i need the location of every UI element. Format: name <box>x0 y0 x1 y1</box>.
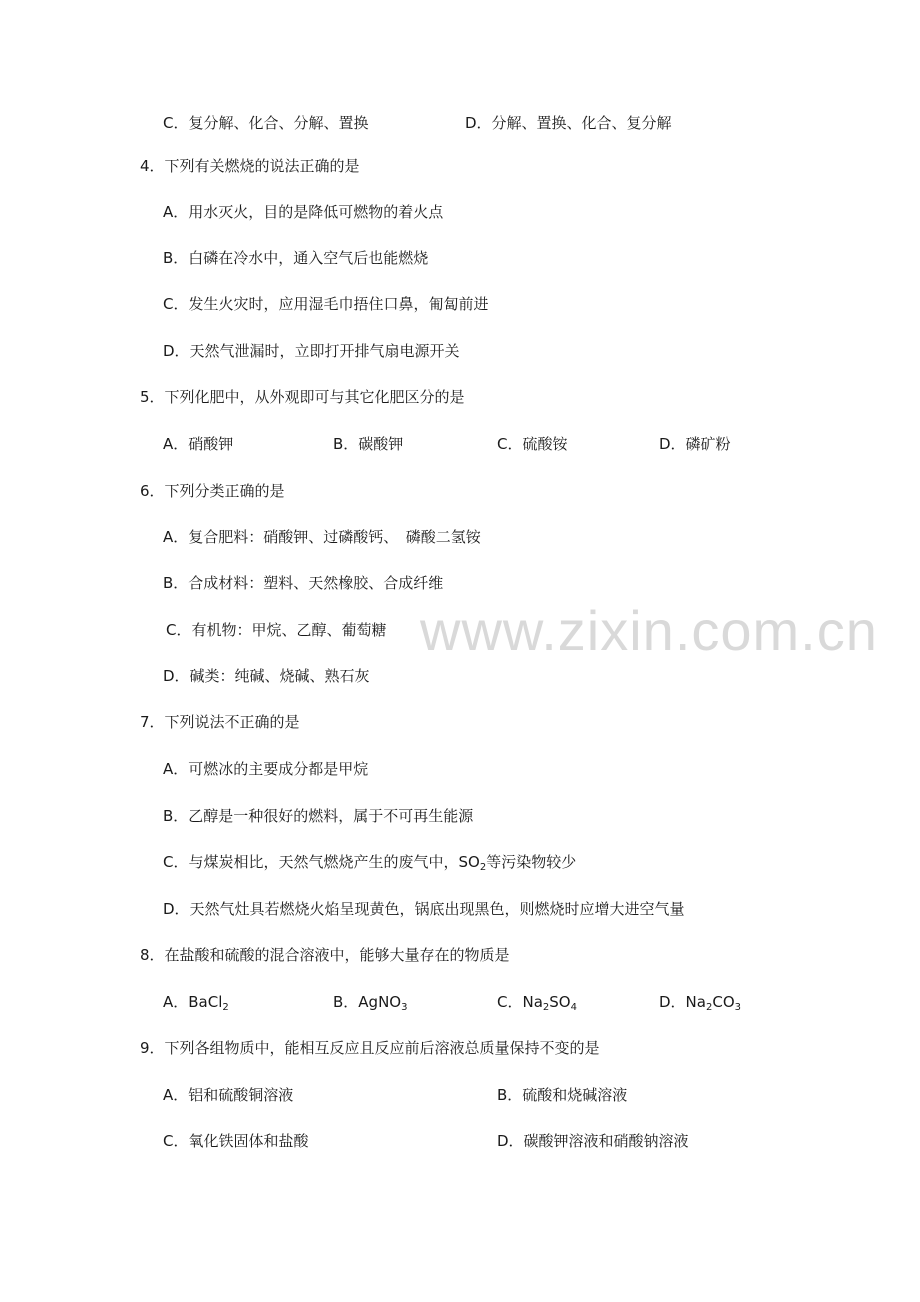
q8-option-b-text: B．AgNO <box>333 993 402 1011</box>
q7-option-c-text-end: 等污染物较少 <box>486 853 577 871</box>
q4-option-c: C．发生火灾时，应用湿毛巾捂住口鼻，匍匐前进 <box>163 295 489 313</box>
q3-option-d: D．分解、置换、化合、复分解 <box>465 114 672 132</box>
q7-option-c <box>163 851 576 873</box>
q5-option-a: A．硝酸钾 <box>163 435 234 453</box>
q9-option-c: C．氧化铁固体和盐酸 <box>163 1132 309 1150</box>
q6-option-c: C．有机物：甲烷、乙醇、葡萄糖 <box>166 621 387 639</box>
q8-option-b <box>333 991 407 1013</box>
q9-stem: 9．下列各组物质中，能相互反应且反应前后溶液总质量保持不变的是 <box>140 1039 600 1057</box>
q8-stem: 8．在盐酸和硫酸的混合溶液中，能够大量存在的物质是 <box>140 946 510 964</box>
q6-option-d: D．碱类：纯碱、烧碱、熟石灰 <box>163 667 370 685</box>
q8-option-d <box>659 991 741 1013</box>
q4-option-b: B．白磷在冷水中，通入空气后也能燃烧 <box>163 249 429 267</box>
subscript: 2 <box>479 862 487 873</box>
q7-option-c-text: C．与煤炭相比，天然气燃烧产生的废气中，SO <box>163 853 480 871</box>
q8-option-c-text-mid: SO <box>549 993 571 1011</box>
q7-option-b: B．乙醇是一种很好的燃料，属于不可再生能源 <box>163 807 474 825</box>
q4-option-a: A．用水灭火，目的是降低可燃物的着火点 <box>163 203 444 221</box>
subscript: 2 <box>222 1002 229 1013</box>
subscript: 3 <box>734 1002 741 1013</box>
q8-option-c-text: C．Na <box>497 993 543 1011</box>
watermark: www.zixin.com.cn <box>420 599 878 662</box>
q9-option-a: A．铝和硫酸铜溶液 <box>163 1086 294 1104</box>
q6-stem: 6．下列分类正确的是 <box>140 482 285 500</box>
q8-option-c <box>497 991 577 1013</box>
q7-option-d: D．天然气灶具若燃烧火焰呈现黄色，锅底出现黑色，则燃烧时应增大进空气量 <box>163 900 685 918</box>
q4-option-d: D．天然气泄漏时，立即打开排气扇电源开关 <box>163 342 460 360</box>
q9-option-d: D．碳酸钾溶液和硝酸钠溶液 <box>497 1132 689 1150</box>
q3-option-c: C．复分解、化合、分解、置换 <box>163 114 369 132</box>
q5-option-b: B．碳酸钾 <box>333 435 404 453</box>
subscript: 3 <box>401 1002 408 1013</box>
q7-option-a: A．可燃冰的主要成分都是甲烷 <box>163 760 369 778</box>
q7-stem: 7．下列说法不正确的是 <box>140 713 300 731</box>
q8-option-a <box>163 991 229 1013</box>
q8-option-d-text-mid: CO <box>712 993 735 1011</box>
subscript: 4 <box>570 1002 577 1013</box>
q8-option-d-text: D．Na <box>659 993 706 1011</box>
q9-option-b: B．硫酸和烧碱溶液 <box>497 1086 628 1104</box>
q5-option-c: C．硫酸铵 <box>497 435 568 453</box>
q5-option-d: D．磷矿粉 <box>659 435 731 453</box>
q6-option-b: B．合成材料：塑料、天然橡胶、合成纤维 <box>163 574 444 592</box>
subscript: 2 <box>542 1002 550 1013</box>
q4-stem: 4．下列有关燃烧的说法正确的是 <box>140 157 360 175</box>
subscript: 2 <box>705 1002 713 1013</box>
q6-option-a: A．复合肥料：硝酸钾、过磷酸钙、 磷酸二氢铵 <box>163 528 481 546</box>
q8-option-a-text: A．BaCl <box>163 993 223 1011</box>
q5-stem: 5．下列化肥中，从外观即可与其它化肥区分的是 <box>140 388 465 406</box>
